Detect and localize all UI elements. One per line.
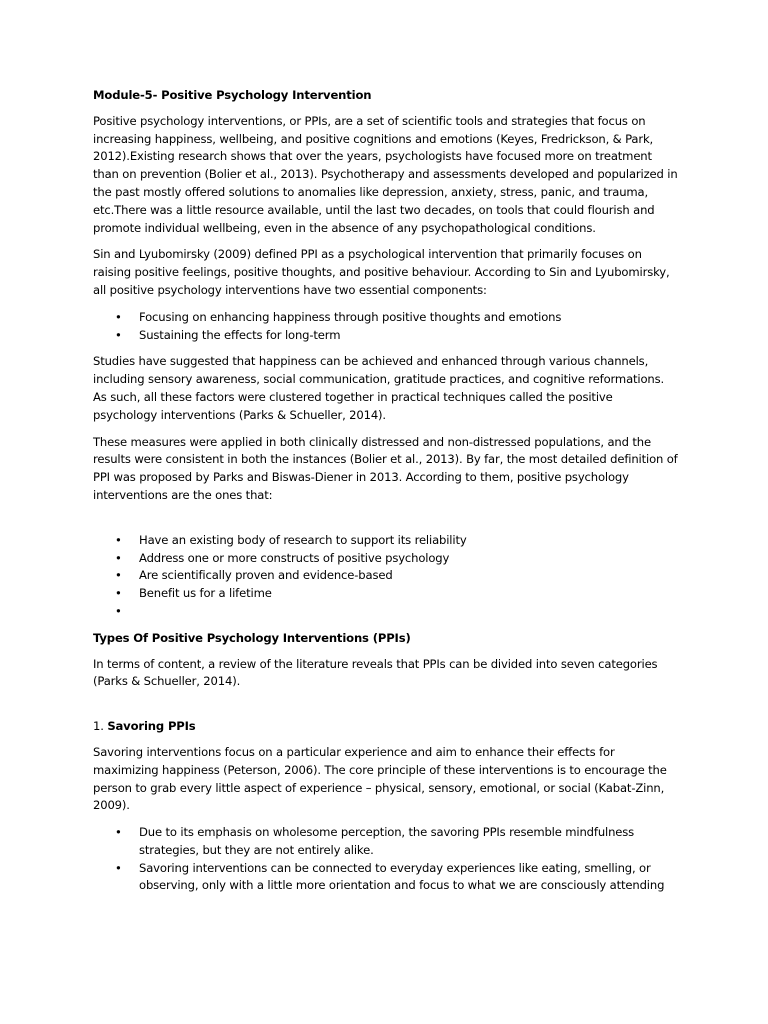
bullet-icon: • <box>115 603 122 618</box>
paragraph-definition: Sin and Lyubomirsky (2009) defined PPI as a psychological intervention that primarily focuses on raising positive feelings, positive thoughts, and positive behaviour. According to Sin and Lyubomirsky, all positive psychology interventions have two essential components: <box>93 247 670 297</box>
list-item-text: Benefit us for a lifetime <box>139 586 272 601</box>
bullet-icon: • <box>115 586 122 601</box>
list-item-text: Focusing on enhancing happiness through positive thoughts and emotions <box>139 309 562 324</box>
list-item <box>93 567 678 585</box>
paragraph-studies: Studies have suggested that happiness can be achieved and enhanced through various channels, including sensory awareness, social communication, gratitude practices, and cognitive reformations. As such, all these factors were clustered together in practical techniques called the positive psychology interventions (Parks & Schueller, 2014). <box>93 354 665 422</box>
list-item-text: Have an existing body of research to support its reliability <box>139 532 467 547</box>
list-item-text: Address one or more constructs of positive psychology <box>139 550 450 565</box>
list-item-empty <box>93 603 678 621</box>
bullet-list-criteria <box>93 532 678 621</box>
bullet-icon: • <box>115 825 122 840</box>
bullet-icon: • <box>115 568 122 583</box>
paragraph-savoring: Savoring interventions focus on a particular experience and aim to enhance their effects for maximizing happiness (Peterson, 2006). The core principle of these interventions is to encourage the person to grab every little aspect of experience – physical, sensory, emotional, or social (Kabat-Zinn, 2009). <box>93 744 667 813</box>
section-number: 1. <box>93 719 104 734</box>
list-item <box>93 824 678 860</box>
bullet-list-savoring <box>93 824 678 895</box>
list-item-text <box>139 604 143 618</box>
paragraph-measures: These measures were applied in both clinically distressed and non-distressed populations, and the results were consistent in both the instances (Bolier et al., 2013). By far, the most detailed definition of PPI was proposed by Parks and Biswas-Diener in 2013. According to them, positive psychology interventions are the ones that: <box>93 434 678 502</box>
bullet-icon: • <box>115 550 122 565</box>
bullet-icon: • <box>115 309 122 324</box>
bullet-icon: • <box>115 327 122 342</box>
paragraph-intro: Positive psychology interventions, or PPIs, are a set of scientific tools and strategies that focus on increasing happiness, wellbeing, and positive cognitions and emotions (Keyes, Fredrickson, & Park, 2012).Existing research shows that over the years, psychologists have focused more on treatment than on prevention (Bolier et al., 2013). Psychotherapy and assessments developed and popularized in the past mostly offered solutions to anomalies like depression, anxiety, stress, panic, and trauma, etc.There was a little resource available, until the last two decades, on tools that could flourish and promote individual wellbeing, even in the absence of any psychopathological conditions. <box>93 113 678 235</box>
document-title: Module-5- Positive Psychology Intervention <box>93 88 372 102</box>
blank-line <box>93 514 678 532</box>
document-page <box>93 87 678 904</box>
list-item <box>93 327 678 345</box>
list-item-text: Sustaining the effects for long-term <box>139 327 341 342</box>
list-item-text: Are scientifically proven and evidence-based <box>139 568 393 583</box>
bullet-icon: • <box>115 860 122 875</box>
bullet-icon: • <box>115 532 122 547</box>
list-item <box>93 532 678 550</box>
list-item <box>93 860 678 896</box>
list-item-text: Savoring interventions can be connected to everyday experiences like eating, smelling, or observing, only with a little more orientation and focus to what we are consciously attending <box>139 860 665 893</box>
paragraph-content-review: In terms of content, a review of the literature reveals that PPIs can be divided into seven categories (Parks & Schueller, 2014). <box>93 656 658 689</box>
section-heading-types: Types Of Positive Psychology Interventions (PPIs) <box>93 630 411 645</box>
section-title: Savoring PPIs <box>107 719 196 734</box>
section-heading-savoring <box>93 718 678 736</box>
list-item <box>93 585 678 603</box>
blank-line <box>93 700 678 718</box>
list-item <box>93 550 678 568</box>
list-item-text: Due to its emphasis on wholesome perception, the savoring PPIs resemble mindfulness strategies, but they are not entirely alike. <box>139 825 635 857</box>
bullet-list-components <box>93 309 678 345</box>
list-item <box>93 309 678 327</box>
